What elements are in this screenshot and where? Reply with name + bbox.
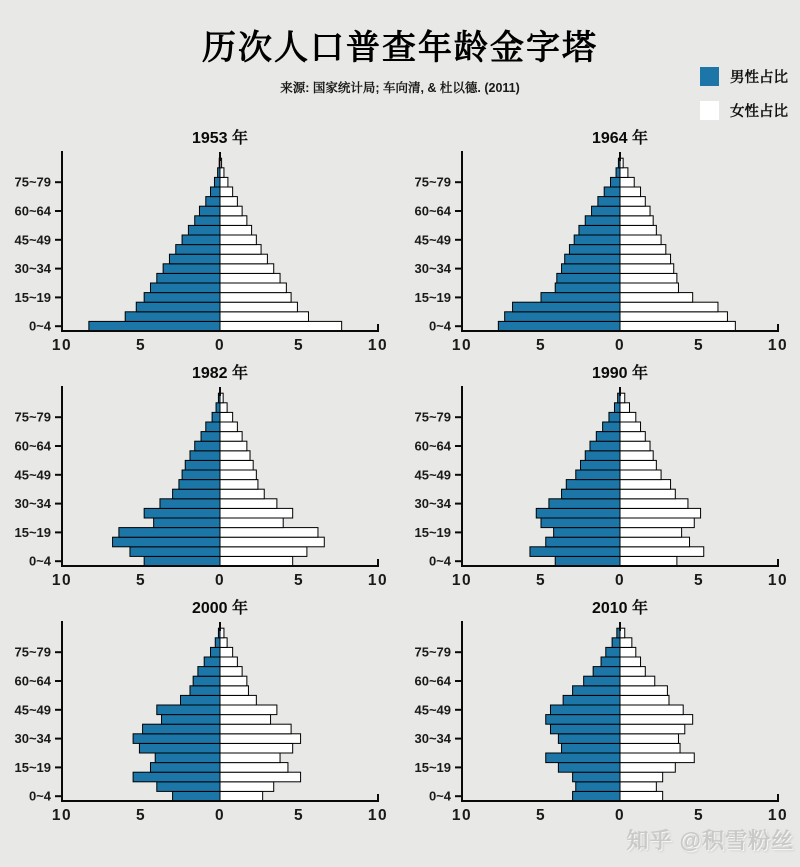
chart-title: 2000 年 bbox=[191, 600, 249, 617]
y-tick-label: 30~34 bbox=[414, 496, 451, 512]
chart-cell-1964 bbox=[400, 128, 800, 363]
female-bar bbox=[220, 743, 293, 753]
female-bar bbox=[220, 676, 247, 686]
male-bar bbox=[566, 480, 620, 490]
female-bar bbox=[220, 647, 233, 657]
y-tick-label: 60~64 bbox=[414, 203, 451, 219]
male-bar bbox=[579, 225, 620, 235]
female-bar bbox=[220, 508, 293, 518]
female-bar bbox=[220, 245, 261, 255]
male-bar bbox=[505, 312, 620, 322]
female-bar bbox=[620, 772, 663, 782]
pyramid-chart bbox=[400, 619, 800, 831]
pyramid-chart bbox=[0, 149, 400, 361]
male-bar bbox=[195, 216, 220, 226]
x-tick-label: 10 bbox=[367, 337, 389, 354]
female-bar bbox=[620, 480, 671, 490]
y-tick-label: 60~64 bbox=[414, 673, 451, 689]
female-bar bbox=[220, 480, 258, 490]
female-bar bbox=[620, 537, 690, 547]
y-tick-label: 15~19 bbox=[414, 289, 451, 305]
zhihu-watermark: 知乎 @积雪粉丝 bbox=[626, 828, 794, 853]
male-bar bbox=[565, 254, 620, 264]
female-bar bbox=[620, 412, 636, 422]
source-line: 来源: 国家统计局; 车向清, & 杜以德. (2011) bbox=[280, 81, 520, 95]
female-color-swatch bbox=[700, 101, 719, 120]
male-bar bbox=[593, 667, 620, 677]
x-tick-label: 10 bbox=[51, 337, 73, 354]
male-bar bbox=[190, 686, 220, 696]
x-tick-label: 5 bbox=[693, 572, 705, 589]
x-tick-label: 0 bbox=[614, 807, 626, 824]
x-tick-label: 0 bbox=[614, 572, 626, 589]
x-tick-label: 5 bbox=[693, 337, 705, 354]
x-tick-label: 5 bbox=[135, 337, 147, 354]
female-bar bbox=[220, 451, 250, 461]
male-bar bbox=[89, 321, 220, 331]
female-bar bbox=[220, 763, 288, 773]
female-bar bbox=[620, 715, 693, 725]
female-bar bbox=[220, 753, 280, 763]
female-bar bbox=[620, 676, 655, 686]
male-bar bbox=[206, 422, 220, 432]
male-bar bbox=[193, 676, 220, 686]
x-tick-label: 5 bbox=[535, 807, 547, 824]
male-bar bbox=[157, 782, 220, 792]
y-tick-label: 15~19 bbox=[414, 524, 451, 540]
female-bar bbox=[620, 302, 718, 312]
male-color-swatch bbox=[700, 67, 719, 86]
male-bar bbox=[201, 432, 220, 442]
male-bar bbox=[601, 657, 620, 667]
male-bar bbox=[133, 772, 220, 782]
y-tick-label: 45~49 bbox=[14, 232, 51, 248]
male-bar bbox=[173, 489, 220, 499]
legend-item-female bbox=[700, 100, 788, 121]
y-tick-label: 75~79 bbox=[414, 644, 451, 660]
y-tick-label: 15~19 bbox=[14, 759, 51, 775]
male-bar bbox=[119, 528, 220, 538]
female-bar bbox=[220, 460, 253, 470]
male-bar bbox=[130, 547, 220, 557]
female-bar bbox=[220, 197, 237, 207]
male-bar bbox=[211, 187, 220, 197]
female-bar bbox=[220, 499, 277, 509]
female-bar bbox=[620, 489, 675, 499]
y-tick-label: 0~4 bbox=[28, 788, 51, 804]
female-bar bbox=[220, 772, 301, 782]
female-bar bbox=[220, 321, 342, 331]
x-tick-label: 10 bbox=[367, 807, 389, 824]
female-bar bbox=[620, 206, 650, 216]
x-tick-label: 10 bbox=[451, 572, 473, 589]
female-bar bbox=[620, 245, 666, 255]
pyramid-chart bbox=[400, 149, 800, 361]
chart-title: 1964 年 bbox=[591, 130, 649, 147]
male-bar bbox=[133, 734, 220, 744]
female-bar bbox=[220, 724, 291, 734]
female-bar bbox=[620, 657, 641, 667]
x-tick-label: 0 bbox=[214, 337, 226, 354]
female-bar bbox=[620, 177, 634, 187]
male-bar bbox=[157, 705, 220, 715]
chart-title: 1953 年 bbox=[191, 130, 249, 147]
male-bar bbox=[604, 187, 620, 197]
male-bar bbox=[562, 743, 620, 753]
male-bar bbox=[188, 225, 220, 235]
female-bar bbox=[620, 273, 677, 283]
female-bar bbox=[620, 528, 682, 538]
female-bar bbox=[620, 763, 675, 773]
female-bar bbox=[620, 264, 674, 274]
male-bar bbox=[144, 556, 220, 566]
female-bar bbox=[220, 518, 283, 528]
male-bar bbox=[150, 283, 220, 293]
pyramid-grid bbox=[0, 128, 800, 833]
x-tick-label: 10 bbox=[51, 807, 73, 824]
female-bar bbox=[220, 264, 274, 274]
female-bar bbox=[620, 432, 645, 442]
male-bar bbox=[563, 695, 620, 705]
y-tick-label: 45~49 bbox=[414, 702, 451, 718]
male-bar bbox=[139, 743, 220, 753]
female-bar bbox=[620, 724, 685, 734]
x-tick-label: 10 bbox=[767, 807, 789, 824]
male-bar bbox=[585, 451, 620, 461]
y-tick-label: 60~64 bbox=[414, 438, 451, 454]
male-bar bbox=[562, 264, 620, 274]
female-bar bbox=[620, 293, 693, 303]
female-bar bbox=[220, 312, 308, 322]
page-title: 历次人口普查年龄金字塔 bbox=[202, 29, 598, 67]
female-bar bbox=[220, 206, 242, 216]
female-bar bbox=[220, 235, 256, 245]
female-bar bbox=[220, 302, 297, 312]
pyramid-chart bbox=[400, 384, 800, 596]
female-bar bbox=[620, 705, 683, 715]
y-tick-label: 45~49 bbox=[14, 467, 51, 483]
legend-item-male bbox=[700, 66, 788, 87]
female-bar bbox=[220, 667, 242, 677]
female-bar bbox=[620, 283, 678, 293]
female-bar bbox=[620, 235, 661, 245]
male-bar bbox=[204, 657, 220, 667]
x-tick-label: 5 bbox=[693, 807, 705, 824]
female-bar bbox=[220, 216, 247, 226]
female-bar bbox=[220, 791, 263, 801]
male-bar bbox=[557, 273, 620, 283]
female-bar bbox=[220, 283, 286, 293]
male-bar bbox=[155, 753, 220, 763]
male-bar bbox=[555, 283, 620, 293]
male-bar bbox=[182, 470, 220, 480]
female-bar bbox=[220, 273, 280, 283]
female-bar bbox=[220, 537, 324, 547]
female-bar bbox=[620, 782, 656, 792]
female-bar bbox=[620, 695, 669, 705]
male-bar bbox=[144, 508, 220, 518]
female-bar bbox=[620, 743, 680, 753]
male-bar bbox=[185, 460, 220, 470]
x-tick-label: 5 bbox=[135, 807, 147, 824]
legend-label-female: 女性占比 bbox=[730, 104, 788, 120]
female-bar bbox=[220, 715, 271, 725]
female-bar bbox=[620, 225, 656, 235]
female-bar bbox=[220, 412, 233, 422]
female-bar bbox=[220, 225, 252, 235]
male-bar bbox=[546, 753, 620, 763]
x-tick-label: 5 bbox=[293, 807, 305, 824]
y-tick-label: 75~79 bbox=[14, 644, 51, 660]
y-tick-label: 75~79 bbox=[14, 409, 51, 425]
male-bar bbox=[541, 293, 620, 303]
male-bar bbox=[215, 638, 220, 648]
y-tick-label: 60~64 bbox=[14, 438, 51, 454]
y-tick-label: 15~19 bbox=[14, 289, 51, 305]
male-bar bbox=[549, 499, 620, 509]
male-bar bbox=[113, 537, 220, 547]
male-bar bbox=[182, 235, 220, 245]
female-bar bbox=[220, 686, 248, 696]
male-bar bbox=[546, 715, 620, 725]
male-bar bbox=[190, 451, 220, 461]
chart-cell-2000 bbox=[0, 598, 400, 833]
male-bar bbox=[195, 441, 220, 451]
male-bar bbox=[162, 715, 220, 725]
chart-cell-1990 bbox=[400, 363, 800, 598]
female-bar bbox=[620, 321, 735, 331]
male-bar bbox=[574, 235, 620, 245]
y-tick-label: 75~79 bbox=[414, 409, 451, 425]
female-bar bbox=[620, 254, 671, 264]
female-bar bbox=[620, 734, 678, 744]
female-bar bbox=[620, 556, 677, 566]
male-bar bbox=[206, 197, 220, 207]
female-bar bbox=[220, 432, 242, 442]
female-bar bbox=[220, 422, 237, 432]
male-bar bbox=[603, 422, 620, 432]
male-bar bbox=[546, 537, 620, 547]
male-bar bbox=[530, 547, 620, 557]
female-bar bbox=[620, 168, 628, 178]
female-bar bbox=[620, 216, 653, 226]
x-tick-label: 10 bbox=[451, 337, 473, 354]
male-bar bbox=[598, 197, 620, 207]
male-bar bbox=[576, 782, 620, 792]
female-bar bbox=[620, 451, 653, 461]
chart-cell-2010 bbox=[400, 598, 800, 833]
male-bar bbox=[198, 667, 220, 677]
male-bar bbox=[498, 321, 620, 331]
x-tick-label: 0 bbox=[614, 337, 626, 354]
female-bar bbox=[620, 753, 694, 763]
male-bar bbox=[536, 508, 620, 518]
male-bar bbox=[573, 791, 620, 801]
x-tick-label: 10 bbox=[767, 337, 789, 354]
x-tick-label: 10 bbox=[51, 572, 73, 589]
male-bar bbox=[611, 177, 620, 187]
x-tick-label: 10 bbox=[367, 572, 389, 589]
legend bbox=[700, 66, 788, 121]
female-bar bbox=[220, 187, 233, 197]
female-bar bbox=[220, 403, 227, 413]
male-bar bbox=[541, 518, 620, 528]
female-bar bbox=[620, 403, 629, 413]
male-bar bbox=[163, 264, 220, 274]
male-bar bbox=[211, 647, 220, 657]
y-tick-label: 75~79 bbox=[14, 174, 51, 190]
male-bar bbox=[555, 556, 620, 566]
legend-label-male: 男性占比 bbox=[730, 70, 788, 86]
female-bar bbox=[220, 470, 256, 480]
male-bar bbox=[214, 177, 220, 187]
male-bar bbox=[606, 647, 620, 657]
chart-title: 2010 年 bbox=[591, 600, 649, 617]
male-bar bbox=[199, 206, 220, 216]
female-bar bbox=[620, 518, 694, 528]
y-tick-label: 75~79 bbox=[414, 174, 451, 190]
x-tick-label: 5 bbox=[535, 572, 547, 589]
chart-title: 1990 年 bbox=[591, 365, 649, 382]
male-bar bbox=[596, 432, 620, 442]
male-bar bbox=[144, 293, 220, 303]
pyramid-chart bbox=[0, 619, 400, 831]
y-tick-label: 0~4 bbox=[428, 318, 451, 334]
male-bar bbox=[169, 254, 220, 264]
male-bar bbox=[576, 470, 620, 480]
female-bar bbox=[220, 168, 224, 178]
female-bar bbox=[620, 667, 645, 677]
male-bar bbox=[160, 499, 220, 509]
chart-cell-1953 bbox=[0, 128, 400, 363]
female-bar bbox=[220, 547, 307, 557]
male-bar bbox=[573, 772, 620, 782]
male-bar bbox=[558, 734, 620, 744]
male-bar bbox=[143, 724, 220, 734]
female-bar bbox=[620, 791, 663, 801]
y-tick-label: 60~64 bbox=[14, 203, 51, 219]
female-bar bbox=[220, 177, 228, 187]
female-bar bbox=[220, 528, 318, 538]
female-bar bbox=[220, 293, 291, 303]
x-tick-label: 5 bbox=[135, 572, 147, 589]
female-bar bbox=[620, 470, 661, 480]
pyramid-chart bbox=[0, 384, 400, 596]
male-bar bbox=[173, 791, 220, 801]
y-tick-label: 0~4 bbox=[428, 788, 451, 804]
female-bar bbox=[620, 422, 641, 432]
x-tick-label: 5 bbox=[535, 337, 547, 354]
female-bar bbox=[220, 441, 247, 451]
female-bar bbox=[220, 657, 237, 667]
x-tick-label: 5 bbox=[293, 572, 305, 589]
y-tick-label: 0~4 bbox=[428, 553, 451, 569]
y-tick-label: 45~49 bbox=[14, 702, 51, 718]
male-bar bbox=[558, 763, 620, 773]
female-bar bbox=[220, 705, 277, 715]
female-bar bbox=[220, 734, 301, 744]
y-tick-label: 30~34 bbox=[14, 261, 51, 277]
female-bar bbox=[620, 460, 656, 470]
y-tick-label: 60~64 bbox=[14, 673, 51, 689]
male-bar bbox=[573, 686, 620, 696]
male-bar bbox=[584, 676, 620, 686]
female-bar bbox=[220, 489, 264, 499]
male-bar bbox=[136, 302, 220, 312]
y-tick-label: 45~49 bbox=[414, 467, 451, 483]
male-bar bbox=[562, 489, 620, 499]
y-tick-label: 15~19 bbox=[414, 759, 451, 775]
female-bar bbox=[220, 638, 227, 648]
male-bar bbox=[212, 412, 220, 422]
male-bar bbox=[176, 245, 220, 255]
female-bar bbox=[620, 647, 636, 657]
x-tick-label: 0 bbox=[214, 572, 226, 589]
male-bar bbox=[513, 302, 620, 312]
male-bar bbox=[179, 480, 220, 490]
male-bar bbox=[181, 695, 221, 705]
female-bar bbox=[620, 441, 650, 451]
y-tick-label: 45~49 bbox=[414, 232, 451, 248]
male-bar bbox=[569, 245, 620, 255]
male-bar bbox=[590, 441, 620, 451]
x-tick-label: 10 bbox=[451, 807, 473, 824]
chart-cell-1982 bbox=[0, 363, 400, 598]
male-bar bbox=[614, 403, 620, 413]
y-tick-label: 30~34 bbox=[14, 731, 51, 747]
female-bar bbox=[620, 499, 688, 509]
male-bar bbox=[616, 168, 620, 178]
male-bar bbox=[154, 518, 220, 528]
male-bar bbox=[592, 206, 620, 216]
x-tick-label: 5 bbox=[293, 337, 305, 354]
y-tick-label: 0~4 bbox=[28, 553, 51, 569]
female-bar bbox=[620, 547, 704, 557]
female-bar bbox=[620, 508, 701, 518]
female-bar bbox=[620, 312, 727, 322]
y-tick-label: 0~4 bbox=[28, 318, 51, 334]
male-bar bbox=[612, 638, 620, 648]
y-tick-label: 30~34 bbox=[414, 261, 451, 277]
female-bar bbox=[220, 556, 293, 566]
female-bar bbox=[620, 686, 667, 696]
male-bar bbox=[554, 528, 620, 538]
female-bar bbox=[220, 782, 274, 792]
male-bar bbox=[581, 460, 621, 470]
y-tick-label: 30~34 bbox=[14, 496, 51, 512]
male-bar bbox=[157, 273, 220, 283]
male-bar bbox=[585, 216, 620, 226]
male-bar bbox=[609, 412, 620, 422]
female-bar bbox=[220, 695, 256, 705]
x-tick-label: 10 bbox=[767, 572, 789, 589]
female-bar bbox=[620, 638, 632, 648]
female-bar bbox=[620, 197, 645, 207]
female-bar bbox=[220, 254, 267, 264]
y-tick-label: 30~34 bbox=[414, 731, 451, 747]
x-tick-label: 0 bbox=[214, 807, 226, 824]
male-bar bbox=[550, 705, 620, 715]
male-bar bbox=[550, 724, 620, 734]
female-bar bbox=[620, 187, 641, 197]
male-bar bbox=[150, 763, 220, 773]
male-bar bbox=[216, 403, 220, 413]
y-tick-label: 15~19 bbox=[14, 524, 51, 540]
male-bar bbox=[125, 312, 220, 322]
chart-title: 1982 年 bbox=[191, 365, 249, 382]
